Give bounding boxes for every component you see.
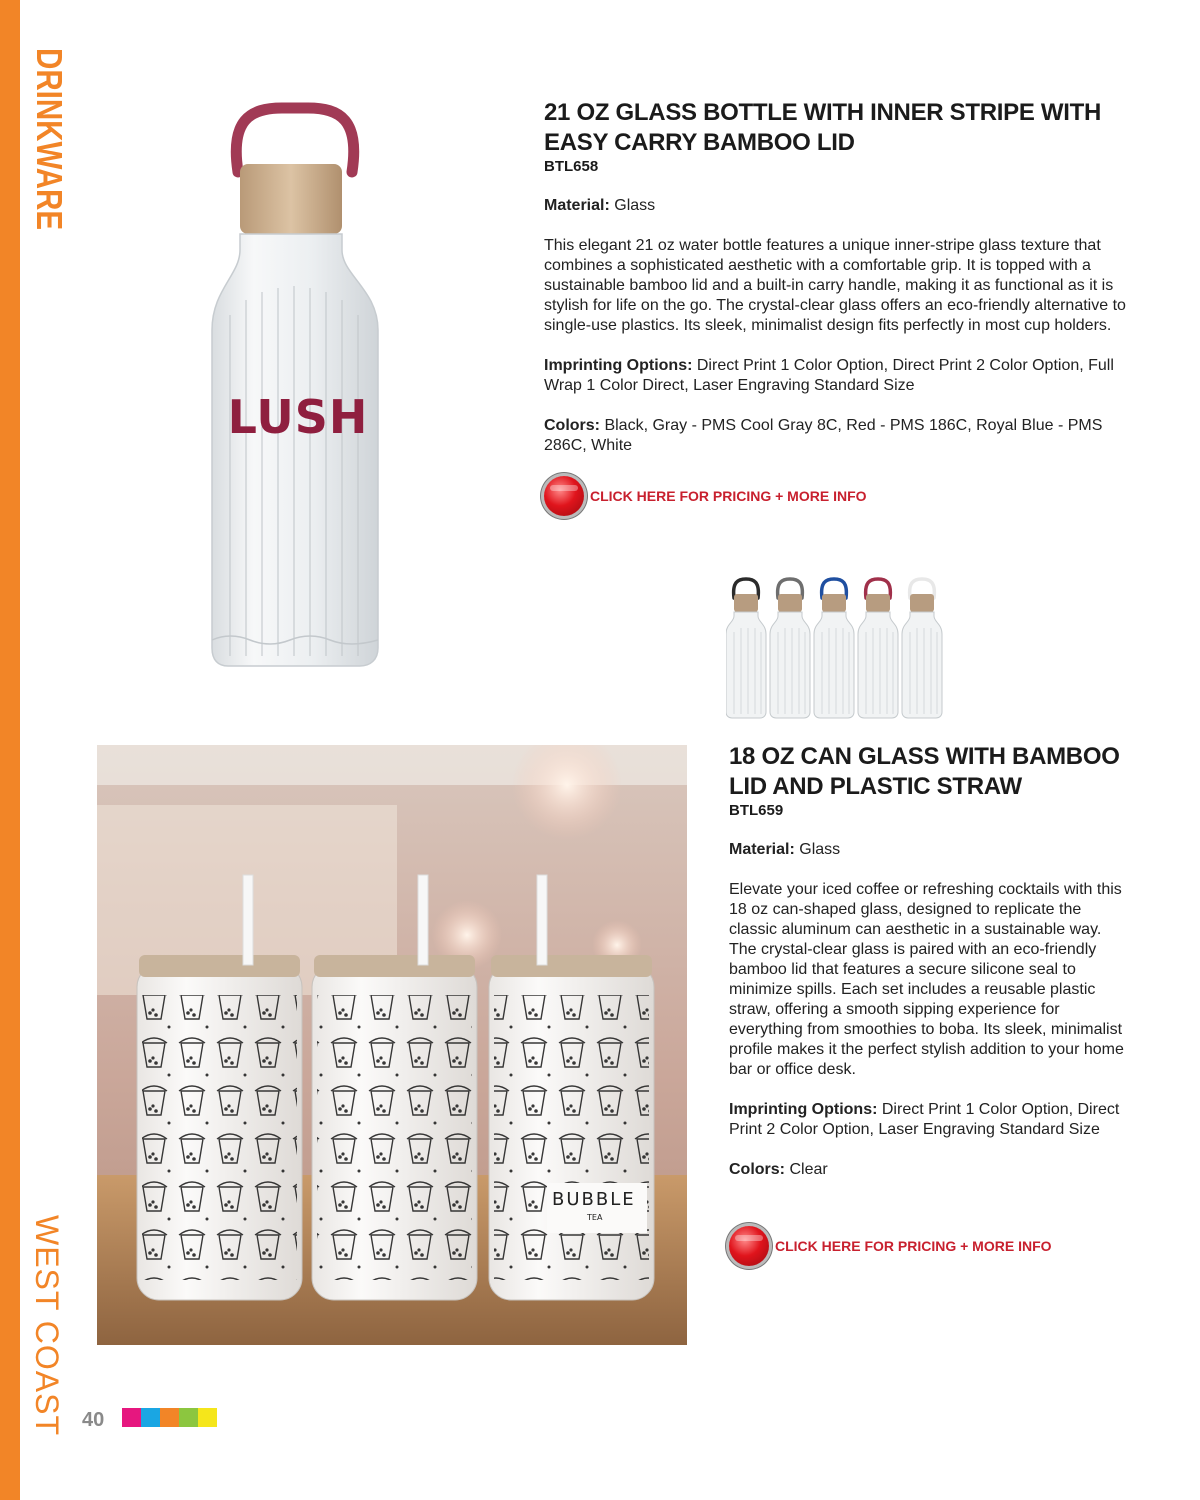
imprint-logo-bubble: BUBBLE bbox=[552, 1189, 636, 1210]
variant-bottle bbox=[770, 579, 810, 718]
color-swatch bbox=[179, 1408, 198, 1427]
color-swatch bbox=[141, 1408, 160, 1427]
section-region: WEST COAST bbox=[29, 1215, 65, 1436]
product-colors: Colors: Clear bbox=[729, 1161, 828, 1178]
variant-bottle bbox=[814, 579, 854, 718]
imprint-logo-tea: TEA bbox=[587, 1213, 603, 1222]
product-imprinting: Imprinting Options: Direct Print 1 Color Option, Direct Print 2 Color Option, Full Wrap 1 Color Direct, Laser Engraving Standard Size bbox=[544, 357, 1114, 394]
color-swatch bbox=[198, 1408, 217, 1427]
color-variants-image bbox=[726, 576, 946, 721]
product-material: Material: Glass bbox=[729, 841, 841, 858]
color-swatch-strip bbox=[122, 1408, 217, 1427]
pricing-info-link[interactable] bbox=[544, 476, 1134, 516]
product-sku: BTL659 bbox=[729, 802, 784, 819]
red-button-icon[interactable] bbox=[729, 1226, 769, 1266]
product-colors: Colors: Black, Gray - PMS Cool Gray 8C, Red - PMS 186C, Royal Blue - PMS 286C, White bbox=[544, 417, 1103, 454]
product-sku: BTL658 bbox=[544, 158, 599, 175]
pricing-info-label[interactable]: CLICK HERE FOR PRICING + MORE INFO bbox=[590, 488, 867, 504]
product-title: 21 OZ GLASS BOTTLE WITH INNER STRIPE WITH EASY CARRY BAMBOO LID bbox=[544, 99, 1102, 156]
product-material: Material: Glass bbox=[544, 197, 656, 214]
product-imprinting: Imprinting Options: Direct Print 1 Color Option, Direct Print 2 Color Option, Laser Engraving Standard Size bbox=[729, 1101, 1120, 1138]
variant-bottle bbox=[726, 579, 766, 718]
product-image-can-glasses bbox=[97, 745, 687, 1345]
product-block-btl659 bbox=[729, 742, 1129, 1266]
sidebar-bar bbox=[0, 0, 20, 1500]
product-block-btl658 bbox=[544, 98, 1134, 516]
product-description: This elegant 21 oz water bottle features a unique inner-stripe glass texture that combines a sophisticated aesthetic with a comfortable grip. It is topped with a sustainable bamboo lid and a built-in carry handle, making it as functional as it is stylish for life on the go. The crystal-clear glass offers an eco-friendly alternative to single-use plastics. Its sleek, minimalist design fits perfectly in most cup holders. bbox=[544, 237, 1126, 334]
variant-bottle bbox=[902, 579, 942, 718]
variant-bottle bbox=[858, 579, 898, 718]
product-title: 18 OZ CAN GLASS WITH BAMBOO LID AND PLASTIC STRAW bbox=[729, 743, 1120, 800]
imprint-logo-lush: LUSH bbox=[227, 390, 369, 444]
product-description: Elevate your iced coffee or refreshing cocktails with this 18 oz can-shaped glass, designed to replicate the classic aluminum can aesthetic in a sustainable way. The crystal-clear glass is paired with an eco-friendly bamboo lid that features a secure silicone seal to minimize spills. Each set includes a reusable plastic straw, offering a smooth sipping experience for everything from smoothies to boba. Its sleek, minimalist profile makes it the perfect stylish addition to your home bar or office desk. bbox=[729, 881, 1124, 1078]
color-swatch bbox=[160, 1408, 179, 1427]
color-swatch bbox=[122, 1408, 141, 1427]
section-category: DRINKWARE bbox=[29, 48, 70, 231]
pricing-info-link[interactable] bbox=[729, 1226, 1129, 1266]
product-image-bottle bbox=[210, 100, 380, 670]
page-number: 40 bbox=[82, 1409, 105, 1431]
red-button-icon[interactable] bbox=[544, 476, 584, 516]
pricing-info-label[interactable]: CLICK HERE FOR PRICING + MORE INFO bbox=[775, 1238, 1052, 1254]
